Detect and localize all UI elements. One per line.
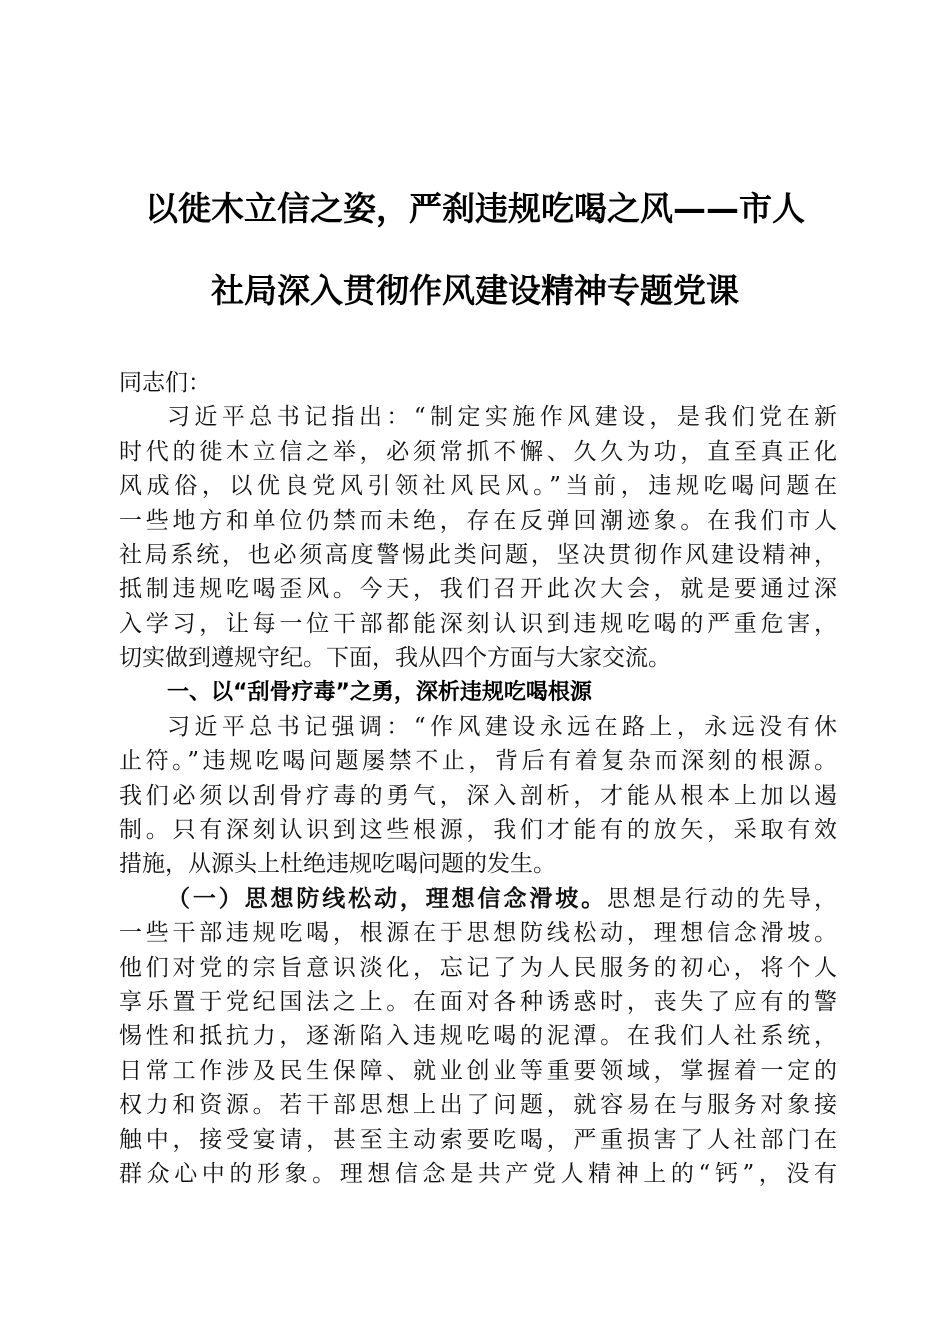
paragraph-line: 社局系统，也必须高度警惕此类问题，坚决贯彻作风建设精神， — [119, 541, 837, 568]
paragraph-line: 权力和资源。若干部思想上出了问题，就容易在与服务对象接 — [119, 1092, 837, 1119]
title-line: 社局深入贯彻作风建设精神专题党课 — [211, 271, 739, 310]
subsection-heading: （一）思想防线松动，理想信念滑坡。 — [167, 884, 607, 912]
paragraph-line: 习近平总书记指出：“制定实施作风建设，是我们党在新 — [167, 404, 837, 431]
paragraph-line: 群众心中的形象。理想信念是共产党人精神上的“钙”，没有 — [119, 1160, 837, 1187]
paragraph-subsection-1 — [119, 882, 837, 1192]
paragraph-line — [119, 882, 837, 916]
paragraph-line: 抵制违规吃喝歪风。今天，我们召开此次大会，就是要通过深 — [119, 576, 837, 603]
paragraph-line: 风成俗，以优良党风引领社风民风。”当前，违规吃喝问题在 — [119, 473, 837, 500]
paragraph-line: 触中，接受宴请，甚至主动索要吃喝，严重损害了人社部门在 — [119, 1126, 837, 1153]
paragraph-line: 享乐置于党纪国法之上。在面对各种诱惑时，丧失了应有的警 — [119, 989, 837, 1016]
document-body — [119, 366, 837, 1191]
paragraph-line: 日常工作涉及民生保障、就业创业等重要领域，掌握着一定的 — [119, 1057, 837, 1084]
paragraph-line: 一些干部违规吃喝，根源在于思想防线松动，理想信念滑坡。 — [119, 920, 837, 947]
paragraph-intro — [119, 400, 837, 675]
paragraph-line: 习近平总书记强调：“作风建设永远在路上，永远没有休 — [167, 713, 837, 740]
paragraph-line: 时代的徙木立信之举，必须常抓不懈、久久为功，直至真正化 — [119, 438, 837, 465]
section-heading: 一、以“刮骨疗毒”之勇，深析违规吃喝根源 — [167, 679, 592, 705]
paragraph-line: 他们对党的宗旨意识淡化，忘记了为人民服务的初心，将个人 — [119, 954, 837, 981]
paragraph-line: 止符。”违规吃喝问题屡禁不止，背后有着复杂而深刻的根源。 — [119, 748, 837, 775]
paragraph-line: 我们必须以刮骨疗毒的勇气，深入剖析，才能从根本上加以遏 — [119, 782, 837, 809]
title-line: 以徙木立信之姿，严刹违规吃喝之风——市人 — [145, 189, 805, 228]
paragraph-roots — [119, 710, 837, 882]
paragraph-line: 惕性和抵抗力，逐渐陷入违规吃喝的泥潭。在我们人社系统， — [119, 1023, 837, 1050]
document-title — [100, 168, 850, 332]
paragraph-text: 思想是行动的先导， — [606, 885, 837, 912]
paragraph-line: 一些地方和单位仍禁而未绝，存在反弹回潮迹象。在我们市人 — [119, 507, 837, 534]
paragraph-line: 入学习，让每一位干部都能深刻认识到违规吃喝的严重危害， — [119, 610, 837, 637]
paragraph-line: 切实做到遵规守纪。下面，我从四个方面与大家交流。 — [119, 645, 671, 672]
paragraph-line: 制。只有深刻认识到这些根源，我们才能有的放矢，采取有效 — [119, 817, 837, 844]
paragraph-line: 措施，从源头上杜绝违规吃喝问题的发生。 — [119, 851, 556, 878]
salutation: 同志们： — [119, 370, 211, 396]
